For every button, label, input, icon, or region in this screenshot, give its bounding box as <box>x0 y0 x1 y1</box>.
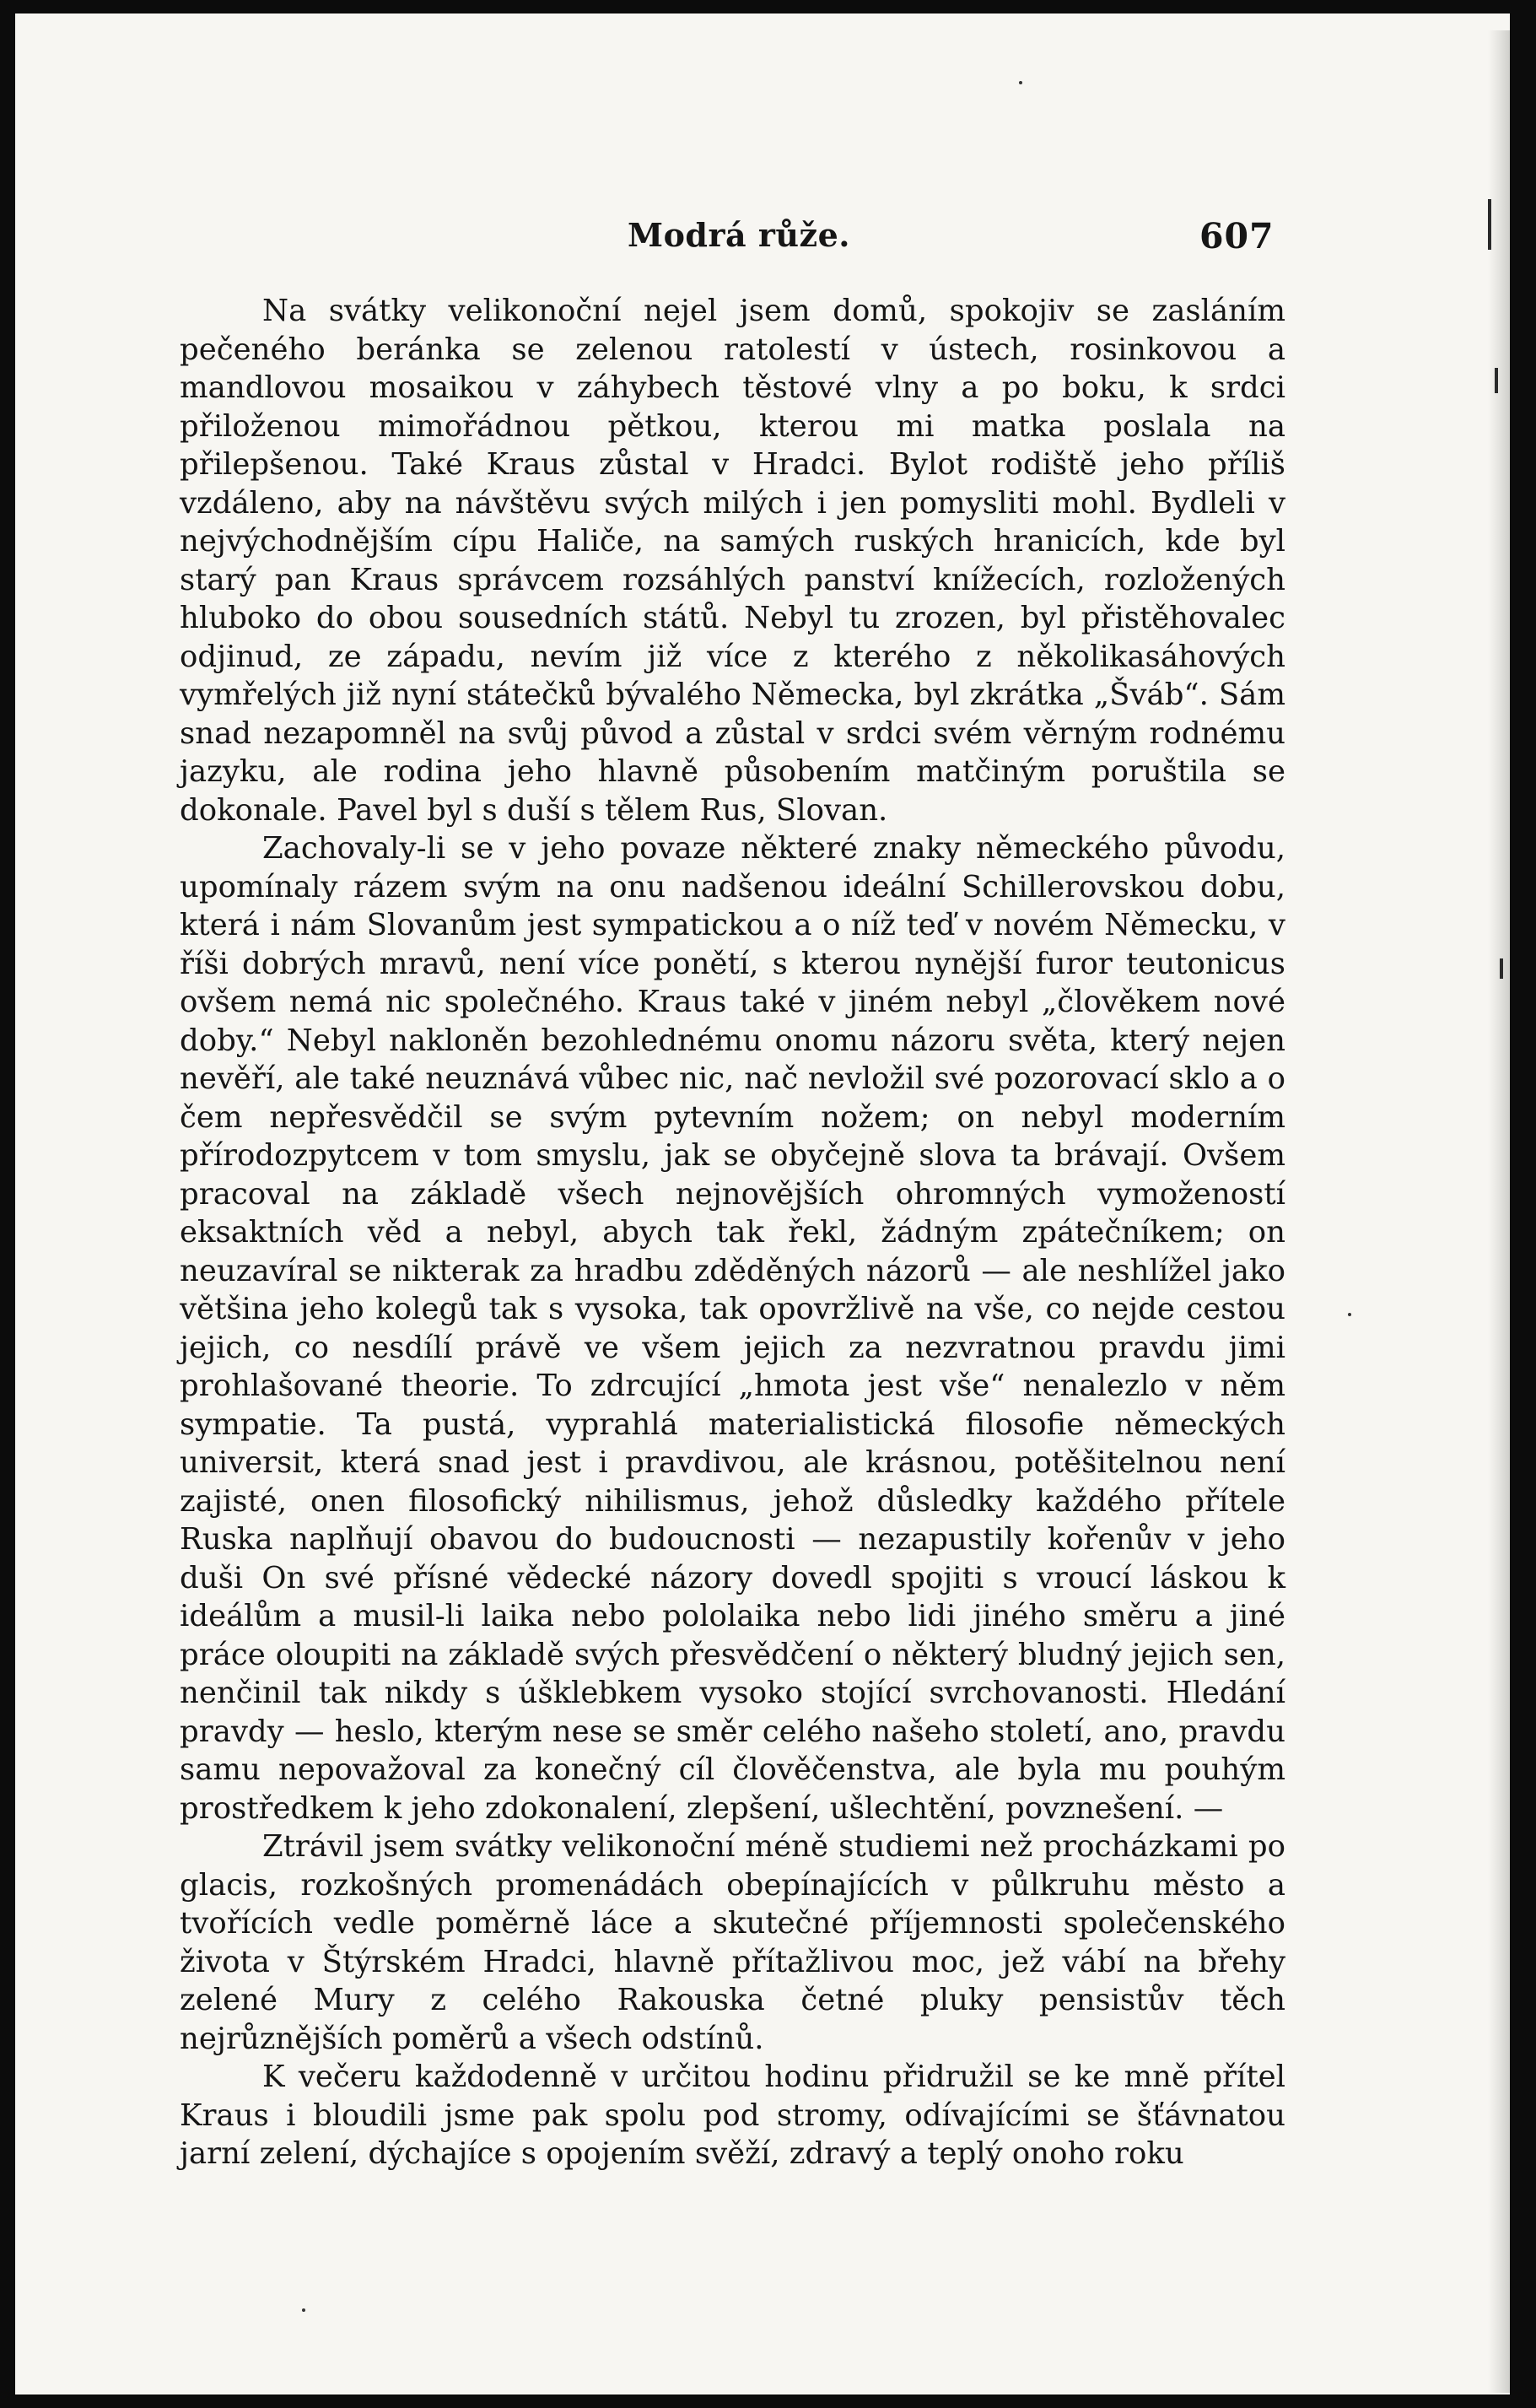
paragraph: Ztrávil jsem svátky velikonoční méně studiemi než procházkami po glacis, rozkošných promenádách obepínajících v půlkruhu město a tvořících vedle poměrně láce a skutečné příjemnosti společenského života v Štýrském Hradci, hlavně přítažlivou moc, jež vábí na břehy zelené Mury z celého Rakouska četné pluky pensistův těch nejrůznějších poměrů a všech odstínů. <box>180 1829 1285 2056</box>
paragraph: Na svátky velikonoční nejel jsem domů, spokojiv se zasláním pečeného beránka se zelenou ratolestí v ústech, rosinkovou a mandlovou mosaikou v záhybech těstové vlny a po boku, k srdci přiloženou mimořádnou pětkou, kterou mi matka poslala na přilepšenou. Také Kraus zůstal v Hradci. Bylot rodiště jeho příliš vzdáleno, aby na návštěvu svých milých i jen pomysliti mohl. Bydleli v nejvýchodnějším cípu Haliče, na samých ruských hranicích, kde byl starý pan Kraus správcem rozsáhlých panství knížecích, rozložených hluboko do obou sousedních států. Nebyl tu zrozen, byl přistěhovalec odjinud, ze západu, nevím již více z kterého z několikasáhových vymřelých již nyní státečků bývalého Německa, byl zkrátka „Šváb“. Sám snad nezapomněl na svůj původ a zůstal v srdci svém věrným rodnému jazyku, ale rodina jeho hlavně působením matčiným poruštila se dokonale. Pavel byl s duší s tělem Rus, Slovan. <box>180 294 1285 828</box>
body-text <box>180 292 1285 2173</box>
print-speck <box>302 2308 305 2312</box>
print-speck <box>1348 1313 1351 1316</box>
binding-mark <box>1500 958 1503 979</box>
page-number: 607 <box>1199 216 1275 256</box>
paragraph: Zachovaly-li se v jeho povaze některé znaky německého původu, upomínaly rázem svým na onu nadšenou ideální Schillerovskou dobu, která i nám Slovanům jest sympatickou a o níž teď v novém Německu, v říši dobrých mravů, není více ponětí, s kterou nynější furor teutonicus ovšem nemá nic společného. Kraus také v jiném nebyl „člověkem nové doby.“ Nebyl nakloněn bezohlednému onomu názoru světa, který nejen nevěří, ale také neuznává vůbec nic, nač nevložil své pozorovací sklo a o čem nepřesvědčil se svým pytevním nožem; on nebyl moderním přírodozpytcem v tom smyslu, jak se obyčejně slova ta brávají. Ovšem pracoval na základě všech nejnovějších ohromných vymožeností eksaktních věd a nebyl, abych tak řekl, žádným zpátečníkem; on neuzavíral se nikterak za hradbu zděděných názorů — ale neshlížel jako většina jeho kolegů tak s vysoka, tak opovržlivě na vše, co nejde cestou jejich, co nesdílí právě ve všem jejich za nezvratnou pravdu jimi prohlašované theorie. To zdrcující „hmota jest vše“ nenalezlo v něm sympatie. Ta pustá, vyprahlá materialistická filosofie německých universit, která snad jest i pravdivou, ale krásnou, potěšitelnou není zajisté, onen filosofický nihilismus, jehož důsledky každého přítele Ruska naplňují obavou do budoucnosti — nezapustily kořenův v jeho duši On své přísné vědecké názory dovedl spojiti s vroucí láskou k ideálům a musil-li laika nebo pololaika nebo lidi jiného směru a jiné práce oloupiti na základě svých přesvědčení o některý bludný jejich sen, nenčinil tak nikdy s úšklebkem vysoko stojící svrchovanosti. Hledání pravdy — heslo, kterým nese se směr celého našeho století, ano, pravdu samu nepovažoval za konečný cíl člověčenstva, ale byla mu pouhým prostředkem k jeho zdokonalení, zlepšení, ušlechtění, povznešení. — <box>180 831 1285 1826</box>
print-speck <box>1019 81 1022 84</box>
page-header <box>15 216 1510 275</box>
binding-mark <box>1495 368 1498 393</box>
book-page <box>15 13 1510 2395</box>
running-title: Modrá růže. <box>628 216 850 254</box>
page-gutter-edge <box>1488 30 1510 2393</box>
paragraph: K večeru každodenně v určitou hodinu přidružil se ke mně přítel Kraus i bloudili jsme pak spolu pod stromy, odívajícími se šťávnatou jarní zelení, dýchajíce s opojením svěží, zdravý a teplý onoho roku <box>180 2060 1285 2171</box>
